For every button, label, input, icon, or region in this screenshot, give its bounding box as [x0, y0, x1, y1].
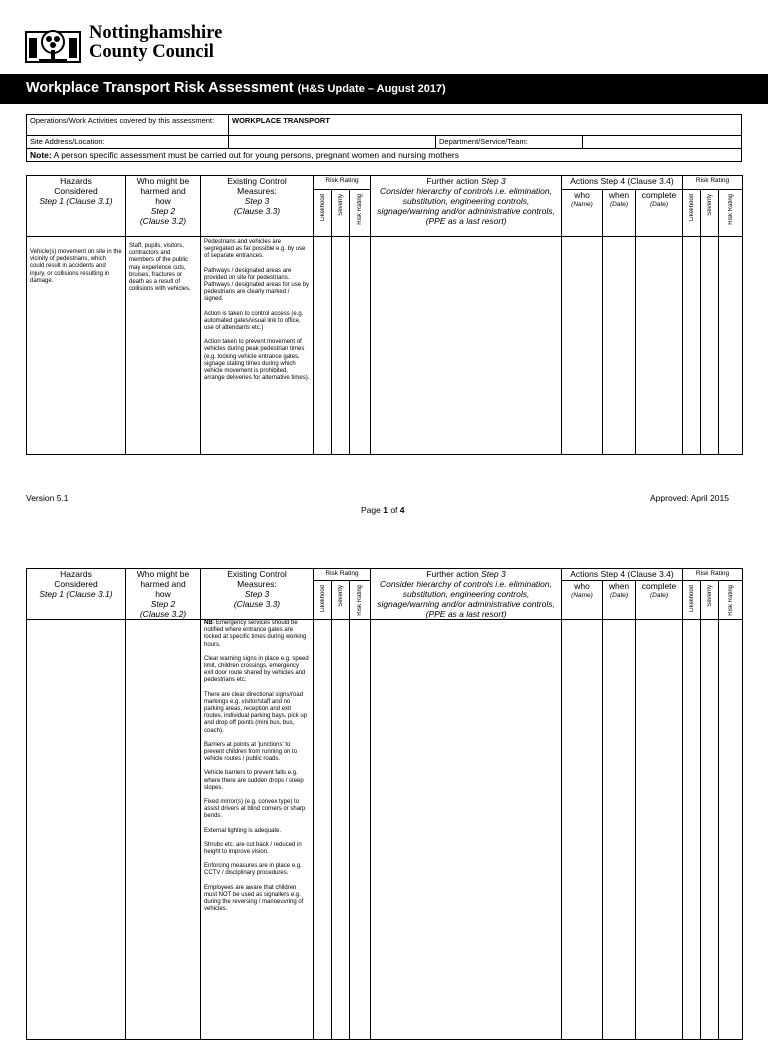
- col-actions: Actions Step 4 (Clause 3.4): [562, 569, 683, 581]
- col-rating-after: Risk Rating: [719, 189, 743, 236]
- rating-cell[interactable]: [350, 620, 371, 1040]
- approved-label: Approved: April 2015: [650, 493, 729, 503]
- severity-cell[interactable]: [332, 237, 350, 455]
- col-who-harmed: Who might be harmed and how Step 2 (Clause 3.2): [126, 569, 201, 620]
- operations-value: WORKPLACE TRANSPORT: [229, 115, 742, 136]
- col-further-action: Further action Step 3 Consider hierarchy of controls i.e. elimination, substitution, engineering controls, signage/warning and/or administrative controls, (PPE as a last resort): [371, 569, 562, 620]
- who-harmed-cell[interactable]: [126, 620, 201, 1040]
- council-logo: [25, 22, 285, 66]
- action-complete-cell[interactable]: [636, 237, 683, 455]
- operations-label: Operations/Work Activities covered by this assessment:: [27, 115, 229, 136]
- col-risk-rating: Risk Rating: [314, 176, 371, 190]
- council-name: Nottinghamshire County Council: [89, 23, 223, 62]
- col-existing-controls: Existing Control Measures: Step 3 (Clause 3.3): [201, 176, 314, 237]
- note-row: Note: A person specific assessment must be carried out for young persons, pregnant women and nursing mothers: [27, 149, 742, 162]
- col-actions: Actions Step 4 (Clause 3.4): [562, 176, 683, 190]
- department-label: Department/Service/Team:: [436, 136, 583, 149]
- action-complete-cell[interactable]: [636, 620, 683, 1040]
- action-who-cell[interactable]: [562, 620, 603, 1040]
- col-action-complete: complete (Date): [636, 580, 683, 619]
- col-rating: Risk Rating: [350, 580, 371, 619]
- rating-cell[interactable]: [350, 237, 371, 455]
- col-action-when: when (Date): [603, 189, 636, 236]
- severity-after-cell[interactable]: [701, 620, 719, 1040]
- further-action-cell[interactable]: [371, 237, 562, 455]
- col-risk-rating-after: Risk Rating: [683, 176, 743, 190]
- page-number: Page 1 of 4: [361, 505, 405, 515]
- col-who-harmed: Who might be harmed and how Step 2 (Clause 3.2): [126, 176, 201, 237]
- col-action-who: who (Name): [562, 580, 603, 619]
- col-rating-after: Risk Rating: [719, 580, 743, 619]
- site-label: Site Address/Location:: [27, 136, 229, 149]
- rating-after-cell[interactable]: [719, 620, 743, 1040]
- further-action-cell[interactable]: [371, 620, 562, 1040]
- oak-tree-emblem-icon: [25, 26, 81, 64]
- col-severity-after: Severity: [701, 580, 719, 619]
- col-likelihood: Likelihood: [314, 580, 332, 619]
- action-who-cell[interactable]: [562, 237, 603, 455]
- likelihood-after-cell[interactable]: [683, 237, 701, 455]
- severity-cell[interactable]: [332, 620, 350, 1040]
- col-likelihood-after: Likelihood: [683, 189, 701, 236]
- controls-cell: Pedestrians and vehicles are segregated as far possible e.g. by use of separate entrances. Pathways / designated areas are provided on site for pedestrians. Pathways / designated areas for use by pedestrians are clearly marked / signed. Action is taken to control access (e.g. automated gates/visual link to office, use of attendants etc.) Action taken to prevent movement of vehicles during peak pedestrian times (e.g. locking vehicle entrance gates, signage stating times during which vehicle movement is prohibited, arrange deliveries for alternative times).: [201, 237, 314, 455]
- col-action-who: who (Name): [562, 189, 603, 236]
- col-risk-rating-after: Risk Rating: [683, 569, 743, 581]
- rating-after-cell[interactable]: [719, 237, 743, 455]
- col-hazards: Hazards Considered Step 1 (Clause 3.1): [27, 176, 126, 237]
- page-title: Workplace Transport Risk Assessment (H&S Update – August 2017): [26, 80, 446, 96]
- col-action-when: when (Date): [603, 580, 636, 619]
- table-row: [27, 237, 743, 455]
- col-likelihood-after: Likelihood: [683, 580, 701, 619]
- site-value[interactable]: [229, 136, 436, 149]
- col-likelihood: Likelihood: [314, 189, 332, 236]
- version-label: Version 5.1: [26, 493, 69, 503]
- col-severity: Severity: [332, 580, 350, 619]
- hazard-cell: Vehicle(s) movement on site in the vicinity of pedestrians, which could result in accidents and injury, or collisions resulting in damage.: [27, 237, 126, 455]
- col-severity-after: Severity: [701, 189, 719, 236]
- department-value[interactable]: [583, 136, 742, 149]
- col-action-complete: complete (Date): [636, 189, 683, 236]
- likelihood-cell[interactable]: [314, 237, 332, 455]
- hazard-cell[interactable]: [27, 620, 126, 1040]
- who-harmed-cell: Staff, pupils, visitors, contractors and members of the public may experience cuts, bruises, fractures or death as a result of collisions with vehicles.: [126, 237, 201, 455]
- action-when-cell[interactable]: [603, 237, 636, 455]
- title-banner: [0, 74, 768, 104]
- controls-cell: NB: Emergency services should be notified where entrance gates are locked at specific times during working hours. Clear warning signs in place e.g. speed limit, children crossings, emergency exit door route shared by vehicles and pedestrians etc. There are clear directional signs/road markings e.g. visitor/staff and no parking areas, reception and exit routes, individual parking bays, pick up and drop off points (mini bus, bus, coach). Barriers at points at 'junctions' to prevent children from running on to vehicle routes / public roads. Vehicle barriers to prevent falls e.g. where there are sudden drops / steep slopes. Fixed mirror(s) (e.g. convex type) to assist drivers at blind corners or sharp bends. External lighting is adequate. Shrubs etc. are cut back / reduced in height to improve vision. Enforcing measures are in place e.g. CCTV / disciplinary procedures. Employees are aware that children must NOT be used as signallers e.g. during the reversing / manoeuvring of vehicles.: [201, 620, 314, 1040]
- col-rating: Risk Rating: [350, 189, 371, 236]
- likelihood-cell[interactable]: [314, 620, 332, 1040]
- col-hazards: Hazards Considered Step 1 (Clause 3.1): [27, 569, 126, 620]
- col-further-action: Further action Step 3 Consider hierarchy of controls i.e. elimination, substitution, engineering controls, signage/warning and/or administrative controls, (PPE as a last resort): [371, 176, 562, 237]
- table-row: [27, 620, 743, 1040]
- risk-assessment-table-page-1: [26, 175, 743, 455]
- action-when-cell[interactable]: [603, 620, 636, 1040]
- col-risk-rating: Risk Rating: [314, 569, 371, 581]
- severity-after-cell[interactable]: [701, 237, 719, 455]
- col-severity: Severity: [332, 189, 350, 236]
- col-existing-controls: Existing Control Measures: Step 3 (Clause 3.3): [201, 569, 314, 620]
- likelihood-after-cell[interactable]: [683, 620, 701, 1040]
- assessment-info-table: [26, 114, 742, 162]
- risk-assessment-table-page-2: [26, 568, 743, 1040]
